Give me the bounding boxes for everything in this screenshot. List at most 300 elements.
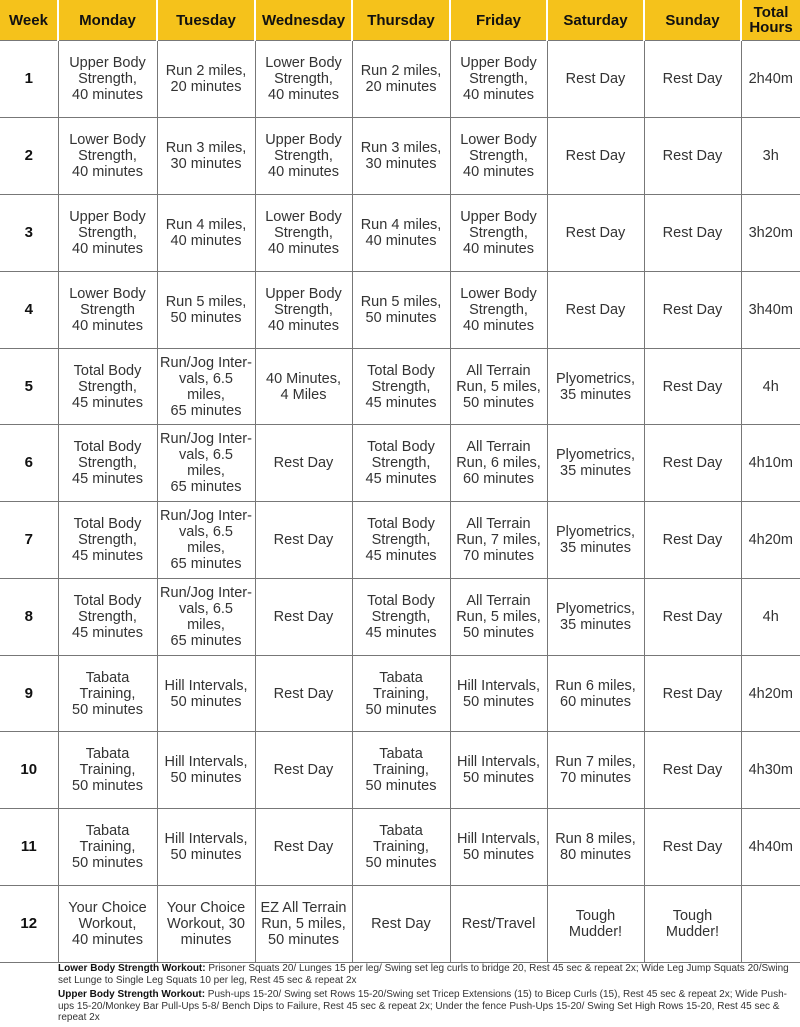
cell-line: Rest Day: [273, 455, 334, 471]
cell-line: Rest Day: [662, 71, 723, 87]
cell-saturday: [547, 272, 644, 349]
header-week: Week: [0, 0, 58, 41]
cell-line: Hill Intervals,: [164, 677, 248, 694]
cell-tuesday: [157, 809, 255, 886]
cell-line: Run, 5 miles,: [261, 916, 346, 932]
lower-body-note: [58, 963, 796, 986]
cell-line: Strength,: [274, 71, 333, 87]
header-tuesday: Tuesday: [157, 0, 255, 41]
cell-sunday: [644, 886, 741, 963]
cell-line: Run 4 miles,: [165, 217, 247, 233]
cell-friday: [450, 349, 547, 425]
cell-line: 50 minutes: [268, 932, 339, 948]
cell-line: 50 minutes: [170, 847, 242, 863]
cell-line: Hill Intervals,: [164, 754, 248, 770]
cell-sunday: [644, 425, 741, 502]
cell-line: Total Body: [367, 593, 435, 609]
cell-line: 40 minutes: [463, 318, 534, 334]
cell-line: 50 minutes: [170, 770, 242, 786]
cell-sunday: [644, 579, 741, 656]
cell-line: 70 minutes: [463, 548, 534, 564]
cell-monday: [58, 502, 157, 579]
cell-line: Your Choice: [68, 900, 147, 916]
cell-line: Total Body: [73, 439, 142, 455]
cell-line: Strength,: [274, 302, 333, 318]
schedule-body: [0, 41, 800, 963]
table-row: [0, 502, 800, 579]
cell-friday: [450, 425, 547, 502]
cell-wednesday: [255, 118, 352, 195]
cell-line: Rest Day: [273, 762, 334, 778]
week-number: 12: [0, 886, 58, 963]
cell-line: Lower Body: [265, 55, 342, 71]
cell-line: 45 minutes: [72, 394, 143, 411]
cell-line: Run 5 miles,: [360, 294, 442, 310]
total-hours: 4h10m: [741, 425, 800, 502]
cell-line: All Terrain: [466, 439, 531, 455]
table-row: [0, 579, 800, 656]
cell-monday: [58, 732, 157, 809]
cell-monday: [58, 118, 157, 195]
cell-line: 45 minutes: [365, 625, 437, 641]
cell-thursday: [352, 656, 450, 732]
cell-wednesday: [255, 272, 352, 349]
cell-line: Upper Body: [69, 55, 146, 71]
cell-monday: [58, 809, 157, 886]
cell-tuesday: [157, 425, 255, 502]
cell-line: Hill Intervals,: [457, 831, 540, 847]
cell-sunday: [644, 272, 741, 349]
cell-line: Total Body: [73, 593, 142, 609]
cell-sunday: [644, 118, 741, 195]
cell-line: Rest Day: [662, 609, 723, 625]
cell-line: Rest Day: [662, 455, 723, 471]
cell-sunday: [644, 502, 741, 579]
cell-line: 50 minutes: [463, 625, 534, 641]
cell-line: 40 minutes: [268, 318, 339, 334]
header-thursday: Thursday: [352, 0, 450, 41]
cell-line: 50 minutes: [463, 847, 534, 863]
cell-line: 20 minutes: [170, 79, 242, 95]
cell-line: 50 minutes: [463, 693, 534, 710]
cell-line: Total Body: [367, 362, 435, 379]
cell-saturday: [547, 195, 644, 272]
cell-sunday: [644, 656, 741, 732]
cell-line: Run 7 miles,: [555, 754, 636, 770]
cell-saturday: [547, 579, 644, 656]
cell-line: 40 Minutes,: [266, 370, 341, 387]
cell-line: Run 2 miles,: [165, 63, 247, 79]
note-text: Push-ups 15-20/ Swing set Rows 15-20/Swing set Tricep Extensions (15) to Bicep Curls (15), Rest 45 sec & repeat 2x; Wide Push-ups 15-20/Monkey Bar Pull-Ups 5-8/ Bench Dips to Failure, Rest 45 sec & repeat 2x; Under the fence Push-Ups 15-20/ Swing Set High Rows 15-20, Rest 45 sec & repeat 2x: [58, 989, 787, 1023]
cell-line: Strength,: [78, 455, 137, 471]
cell-line: EZ All Terrain: [260, 900, 347, 916]
table-row: [0, 41, 800, 118]
cell-line: Rest Day: [371, 916, 431, 932]
cell-line: Rest Day: [662, 762, 723, 778]
week-number: 5: [0, 349, 58, 425]
cell-line: Run, 5 miles,: [456, 378, 541, 395]
cell-friday: [450, 502, 547, 579]
cell-thursday: [352, 349, 450, 425]
cell-line: Upper Body: [265, 132, 342, 148]
cell-line: Strength,: [78, 225, 137, 241]
cell-line: vals, 6.5 miles,: [179, 447, 233, 479]
cell-line: 35 minutes: [560, 617, 631, 633]
cell-line: Upper Body: [460, 55, 537, 71]
cell-line: Tough: [672, 908, 713, 924]
cell-line: Upper Body: [460, 209, 537, 225]
cell-line: Run, 5 miles,: [456, 609, 541, 625]
cell-wednesday: [255, 425, 352, 502]
header-row: [0, 0, 800, 41]
cell-monday: [58, 195, 157, 272]
cell-line: 40 minutes: [463, 241, 534, 257]
cell-line: Run 3 miles,: [165, 140, 247, 156]
cell-line: Rest Day: [662, 302, 723, 318]
cell-line: Plyometrics,: [556, 524, 635, 540]
cell-line: 40 minutes: [268, 164, 339, 180]
cell-line: 50 minutes: [170, 310, 242, 326]
cell-line: 45 minutes: [365, 394, 437, 411]
cell-tuesday: [157, 349, 255, 425]
table-row: [0, 732, 800, 809]
cell-tuesday: [157, 732, 255, 809]
cell-line: 50 minutes: [365, 701, 437, 718]
total-hours: 3h40m: [741, 272, 800, 349]
cell-line: Run, 6 miles,: [456, 455, 541, 471]
cell-line: Run 3 miles,: [360, 140, 442, 156]
header-total-hours: Total Hours: [741, 0, 800, 41]
cell-line: Run 2 miles,: [360, 63, 442, 79]
cell-thursday: [352, 425, 450, 502]
cell-line: Rest Day: [662, 839, 723, 855]
total-hours: 2h40m: [741, 41, 800, 118]
cell-line: 40 minutes: [72, 87, 143, 103]
cell-line: Training,: [373, 839, 429, 855]
cell-thursday: [352, 809, 450, 886]
table-row: [0, 809, 800, 886]
cell-line: Hill Intervals,: [457, 754, 540, 770]
cell-friday: [450, 809, 547, 886]
cell-line: Workout, 30: [167, 916, 245, 932]
cell-line: Tabata: [379, 669, 423, 686]
cell-line: Tough: [575, 908, 616, 924]
note-text: Prisoner Squats 20/ Lunges 15 per leg/ Swing set leg curls to bridge 20, Rest 45 sec & repeat 2x; Wide Leg Jump Squats 20/Swing set Lunge to Single Leg Squats 10 per leg, Rest 45 sec & repeat 2x: [58, 963, 789, 986]
cell-tuesday: [157, 502, 255, 579]
cell-line: Rest Day: [662, 378, 723, 395]
cell-tuesday: [157, 579, 255, 656]
table-row: [0, 886, 800, 963]
cell-wednesday: [255, 732, 352, 809]
cell-line: Strength,: [274, 148, 333, 164]
cell-saturday: [547, 886, 644, 963]
cell-line: 30 minutes: [170, 156, 242, 172]
cell-line: Run/Jog Inter-: [160, 354, 252, 371]
cell-line: Rest Day: [565, 225, 626, 241]
cell-line: 40 minutes: [268, 241, 339, 257]
cell-saturday: [547, 118, 644, 195]
cell-line: 40 minutes: [72, 164, 143, 180]
week-number: 2: [0, 118, 58, 195]
cell-sunday: [644, 732, 741, 809]
cell-line: 30 minutes: [365, 156, 437, 172]
total-hours: 4h40m: [741, 809, 800, 886]
week-number: 4: [0, 272, 58, 349]
header-wednesday: Wednesday: [255, 0, 352, 41]
cell-line: Run 8 miles,: [555, 831, 636, 847]
header-monday: Monday: [58, 0, 157, 41]
cell-line: 65 minutes: [170, 633, 242, 649]
cell-wednesday: [255, 656, 352, 732]
cell-wednesday: [255, 809, 352, 886]
cell-line: Mudder!: [665, 924, 720, 940]
cell-friday: [450, 195, 547, 272]
cell-line: 20 minutes: [365, 79, 437, 95]
cell-line: Strength,: [469, 225, 528, 241]
cell-saturday: [547, 656, 644, 732]
cell-saturday: [547, 809, 644, 886]
cell-thursday: [352, 886, 450, 963]
cell-line: Rest Day: [565, 302, 626, 318]
cell-line: 50 minutes: [170, 693, 242, 710]
table-row: [0, 118, 800, 195]
cell-line: 50 minutes: [365, 855, 437, 871]
cell-line: Rest Day: [273, 609, 334, 625]
cell-monday: [58, 886, 157, 963]
cell-wednesday: [255, 502, 352, 579]
cell-line: Your Choice: [166, 900, 246, 916]
workout-notes: [58, 963, 796, 1027]
cell-line: Strength,: [371, 455, 431, 471]
header-friday: Friday: [450, 0, 547, 41]
cell-line: Rest Day: [662, 685, 723, 702]
cell-monday: [58, 272, 157, 349]
cell-line: Rest Day: [273, 685, 334, 702]
cell-tuesday: [157, 118, 255, 195]
cell-monday: [58, 41, 157, 118]
cell-line: 50 minutes: [72, 855, 143, 871]
cell-line: Strength: [80, 302, 135, 318]
cell-line: Strength,: [274, 225, 333, 241]
total-hours: 4h20m: [741, 656, 800, 732]
cell-friday: [450, 732, 547, 809]
cell-line: Strength,: [78, 378, 137, 395]
cell-line: Run, 7 miles,: [456, 532, 541, 548]
header-sunday: Sunday: [644, 0, 741, 41]
cell-sunday: [644, 349, 741, 425]
cell-tuesday: [157, 195, 255, 272]
cell-line: Rest Day: [273, 839, 334, 855]
cell-wednesday: [255, 349, 352, 425]
cell-line: Total Body: [73, 362, 142, 379]
cell-line: 35 minutes: [560, 540, 631, 556]
cell-line: Plyometrics,: [556, 447, 635, 463]
cell-line: Mudder!: [568, 924, 623, 940]
cell-line: Strength,: [371, 609, 431, 625]
cell-line: Upper Body: [69, 209, 146, 225]
cell-line: Upper Body: [265, 286, 342, 302]
cell-line: Lower Body: [265, 209, 342, 225]
cell-line: Run/Jog Inter-: [160, 508, 252, 524]
cell-line: 60 minutes: [463, 471, 534, 487]
cell-line: vals, 6.5 miles,: [179, 524, 233, 556]
cell-tuesday: [157, 886, 255, 963]
week-number: 7: [0, 502, 58, 579]
cell-line: minutes: [180, 932, 232, 948]
cell-line: 50 minutes: [365, 310, 437, 326]
cell-line: Lower Body: [460, 286, 537, 302]
cell-line: Tabata: [85, 669, 130, 686]
cell-line: Strength,: [78, 609, 137, 625]
week-number: 6: [0, 425, 58, 502]
cell-tuesday: [157, 41, 255, 118]
cell-line: Tabata: [379, 823, 423, 839]
cell-line: 80 minutes: [560, 847, 631, 863]
cell-friday: [450, 118, 547, 195]
cell-saturday: [547, 732, 644, 809]
cell-line: All Terrain: [466, 593, 531, 609]
cell-sunday: [644, 41, 741, 118]
cell-line: vals, 6.5 miles,: [179, 601, 233, 633]
cell-line: 40 minutes: [72, 241, 143, 257]
cell-thursday: [352, 579, 450, 656]
cell-line: Plyometrics,: [556, 601, 635, 617]
cell-line: All Terrain: [466, 362, 531, 379]
cell-line: Strength,: [469, 148, 528, 164]
cell-wednesday: [255, 195, 352, 272]
cell-line: Lower Body: [69, 286, 146, 302]
cell-thursday: [352, 41, 450, 118]
cell-line: Run 5 miles,: [165, 294, 247, 310]
total-hours: 3h: [741, 118, 800, 195]
cell-line: 70 minutes: [560, 770, 631, 786]
cell-line: 50 minutes: [72, 701, 143, 718]
cell-line: Total Body: [367, 516, 435, 532]
cell-thursday: [352, 502, 450, 579]
cell-line: Hill Intervals,: [457, 677, 540, 694]
cell-friday: [450, 272, 547, 349]
cell-line: 65 minutes: [170, 479, 242, 495]
upper-body-note: [58, 989, 796, 1024]
cell-line: 40 minutes: [463, 164, 534, 180]
cell-monday: [58, 656, 157, 732]
cell-line: Run/Jog Inter-: [160, 431, 252, 447]
week-number: 10: [0, 732, 58, 809]
cell-line: 40 minutes: [463, 87, 534, 103]
note-label: Upper Body Strength Workout:: [58, 989, 206, 1000]
cell-line: Strength,: [78, 71, 137, 87]
cell-line: Strength,: [78, 148, 137, 164]
cell-friday: [450, 656, 547, 732]
cell-line: Hill Intervals,: [164, 831, 248, 847]
cell-line: 40 minutes: [170, 233, 242, 249]
cell-thursday: [352, 118, 450, 195]
table-row: [0, 349, 800, 425]
table-row: [0, 195, 800, 272]
table-row: [0, 425, 800, 502]
cell-line: Run 6 miles,: [555, 677, 636, 694]
cell-line: Training,: [79, 762, 136, 778]
cell-line: 50 minutes: [463, 770, 534, 786]
cell-line: 45 minutes: [72, 548, 143, 564]
note-label: Lower Body Strength Workout:: [58, 963, 206, 974]
cell-wednesday: [255, 41, 352, 118]
cell-line: Run/Jog Inter-: [160, 585, 252, 601]
week-number: 3: [0, 195, 58, 272]
cell-line: Lower Body: [69, 132, 146, 148]
cell-line: Tabata: [85, 746, 130, 762]
cell-line: Rest Day: [662, 148, 723, 164]
cell-line: 40 minutes: [72, 318, 143, 334]
cell-line: Training,: [79, 839, 136, 855]
cell-line: 45 minutes: [365, 471, 437, 487]
cell-thursday: [352, 272, 450, 349]
cell-line: Rest/Travel: [461, 916, 536, 932]
cell-line: Strength,: [371, 378, 431, 395]
cell-sunday: [644, 809, 741, 886]
cell-line: Strength,: [469, 302, 528, 318]
cell-line: 60 minutes: [560, 693, 631, 710]
cell-line: 40 minutes: [268, 87, 339, 103]
cell-sunday: [644, 195, 741, 272]
cell-line: Rest Day: [565, 71, 626, 87]
table-row: [0, 272, 800, 349]
cell-thursday: [352, 732, 450, 809]
cell-line: Plyometrics,: [556, 370, 635, 387]
week-number: 11: [0, 809, 58, 886]
cell-line: Training,: [373, 685, 429, 702]
cell-monday: [58, 579, 157, 656]
cell-line: 45 minutes: [365, 548, 437, 564]
cell-line: Rest Day: [273, 532, 334, 548]
cell-line: Tabata: [85, 823, 130, 839]
cell-line: 45 minutes: [72, 625, 143, 641]
cell-line: Strength,: [469, 71, 528, 87]
cell-line: 40 minutes: [72, 932, 143, 948]
cell-line: Strength,: [78, 532, 137, 548]
cell-line: 40 minutes: [365, 233, 437, 249]
cell-line: 4 Miles: [280, 386, 327, 403]
cell-tuesday: [157, 272, 255, 349]
cell-tuesday: [157, 656, 255, 732]
cell-line: Rest Day: [662, 532, 723, 548]
table-row: [0, 656, 800, 732]
header-saturday: Saturday: [547, 0, 644, 41]
week-number: 8: [0, 579, 58, 656]
cell-line: vals, 6.5 miles,: [179, 370, 233, 403]
cell-line: Rest Day: [662, 225, 723, 241]
cell-saturday: [547, 41, 644, 118]
cell-line: Workout,: [78, 916, 137, 932]
cell-friday: [450, 886, 547, 963]
cell-line: Training,: [373, 762, 429, 778]
cell-line: Strength,: [371, 532, 431, 548]
cell-saturday: [547, 502, 644, 579]
week-number: 9: [0, 656, 58, 732]
cell-wednesday: [255, 579, 352, 656]
cell-saturday: [547, 349, 644, 425]
cell-line: 50 minutes: [463, 394, 534, 411]
cell-line: 50 minutes: [365, 778, 437, 794]
cell-line: 35 minutes: [560, 386, 631, 403]
cell-line: Lower Body: [460, 132, 537, 148]
cell-line: 50 minutes: [72, 778, 143, 794]
cell-line: Training,: [79, 685, 136, 702]
cell-monday: [58, 349, 157, 425]
cell-line: Total Body: [73, 516, 142, 532]
cell-line: Tabata: [379, 746, 423, 762]
total-hours: 4h: [741, 579, 800, 656]
